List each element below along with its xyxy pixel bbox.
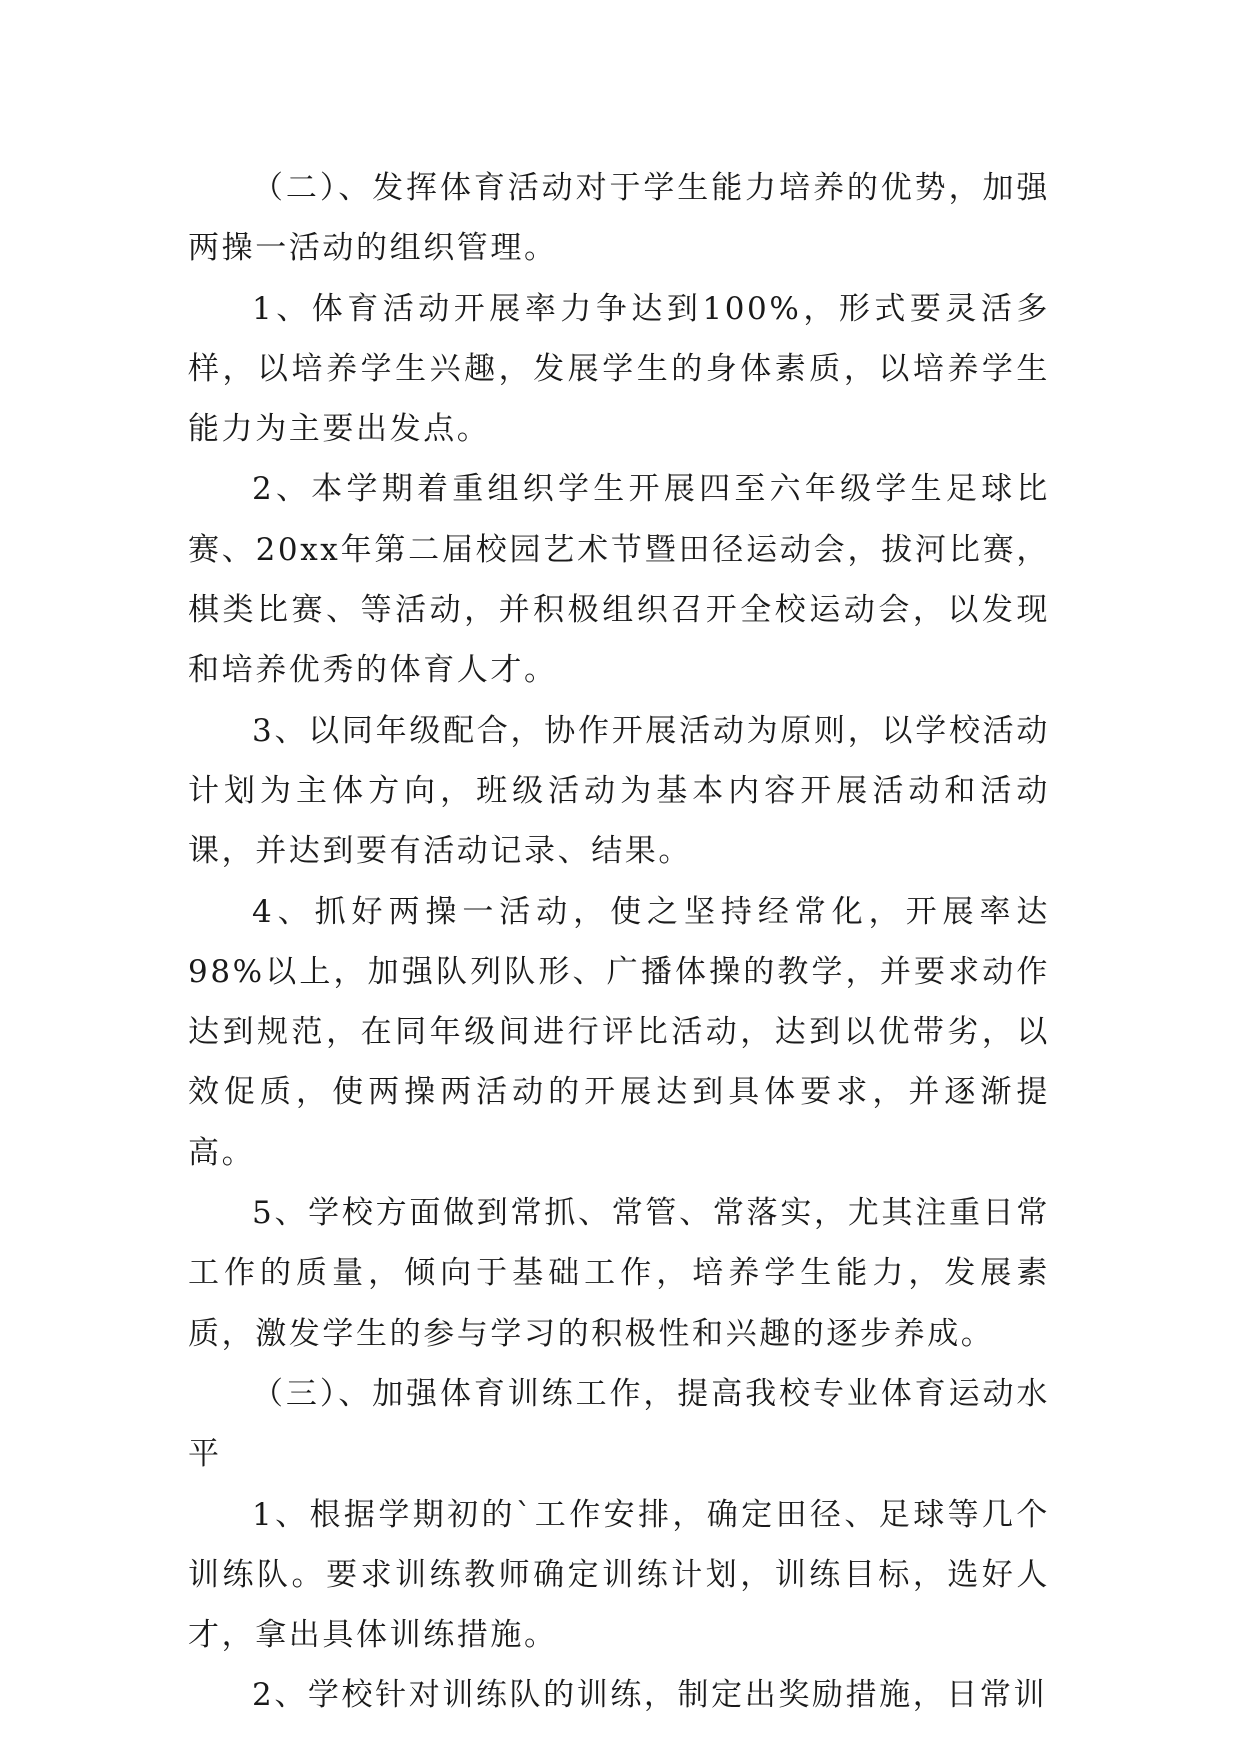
document-body bbox=[188, 158, 1050, 1726]
paragraph-item-1: 1、体育活动开展率力争达到100%，形式要灵活多样，以培养学生兴趣，发展学生的身体素质，以培养学生能力为主要出发点。 bbox=[188, 290, 1050, 448]
paragraph-training-item-1: 1、根据学期初的`工作安排，确定田径、足球等几个训练队。要求训练教师确定训练计划，训练目标，选好人才，拿出具体训练措施。 bbox=[188, 1496, 1050, 1654]
paragraph-training-item-2: 2、学校针对训练队的训练，制定出奖励措施，日常训 bbox=[252, 1677, 1048, 1714]
paragraph-section-three-heading: （三）、加强体育训练工作，提高我校专业体育运动水平 bbox=[188, 1375, 1050, 1473]
paragraph-item-3: 3、以同年级配合，协作开展活动为原则，以学校活动计划为主体方向，班级活动为基本内容开展活动和活动课，并达到要有活动记录、结果。 bbox=[188, 712, 1050, 870]
paragraph-item-4: 4、抓好两操一活动，使之坚持经常化，开展率达98%以上，加强队列队形、广播体操的教学，并要求动作达到规范，在同年级间进行评比活动，达到以优带劣，以效促质，使两操两活动的开展达到具体要求，并逐渐提高。 bbox=[188, 893, 1050, 1171]
paragraph-section-two-heading: （二）、发挥体育活动对于学生能力培养的优势，加强两操一活动的组织管理。 bbox=[188, 170, 1050, 267]
paragraph-item-5: 5、学校方面做到常抓、常管、常落实，尤其注重日常工作的质量，倾向于基础工作，培养学生能力，发展素质，激发学生的参与学习的积极性和兴趣的逐步养成。 bbox=[188, 1195, 1050, 1352]
paragraph-item-2: 2、本学期着重组织学生开展四至六年级学生足球比赛、20xx年第二届校园艺术节暨田径运动会，拔河比赛，棋类比赛、等活动，并积极组织召开全校运动会，以发现和培养优秀的体育人才。 bbox=[188, 471, 1051, 689]
